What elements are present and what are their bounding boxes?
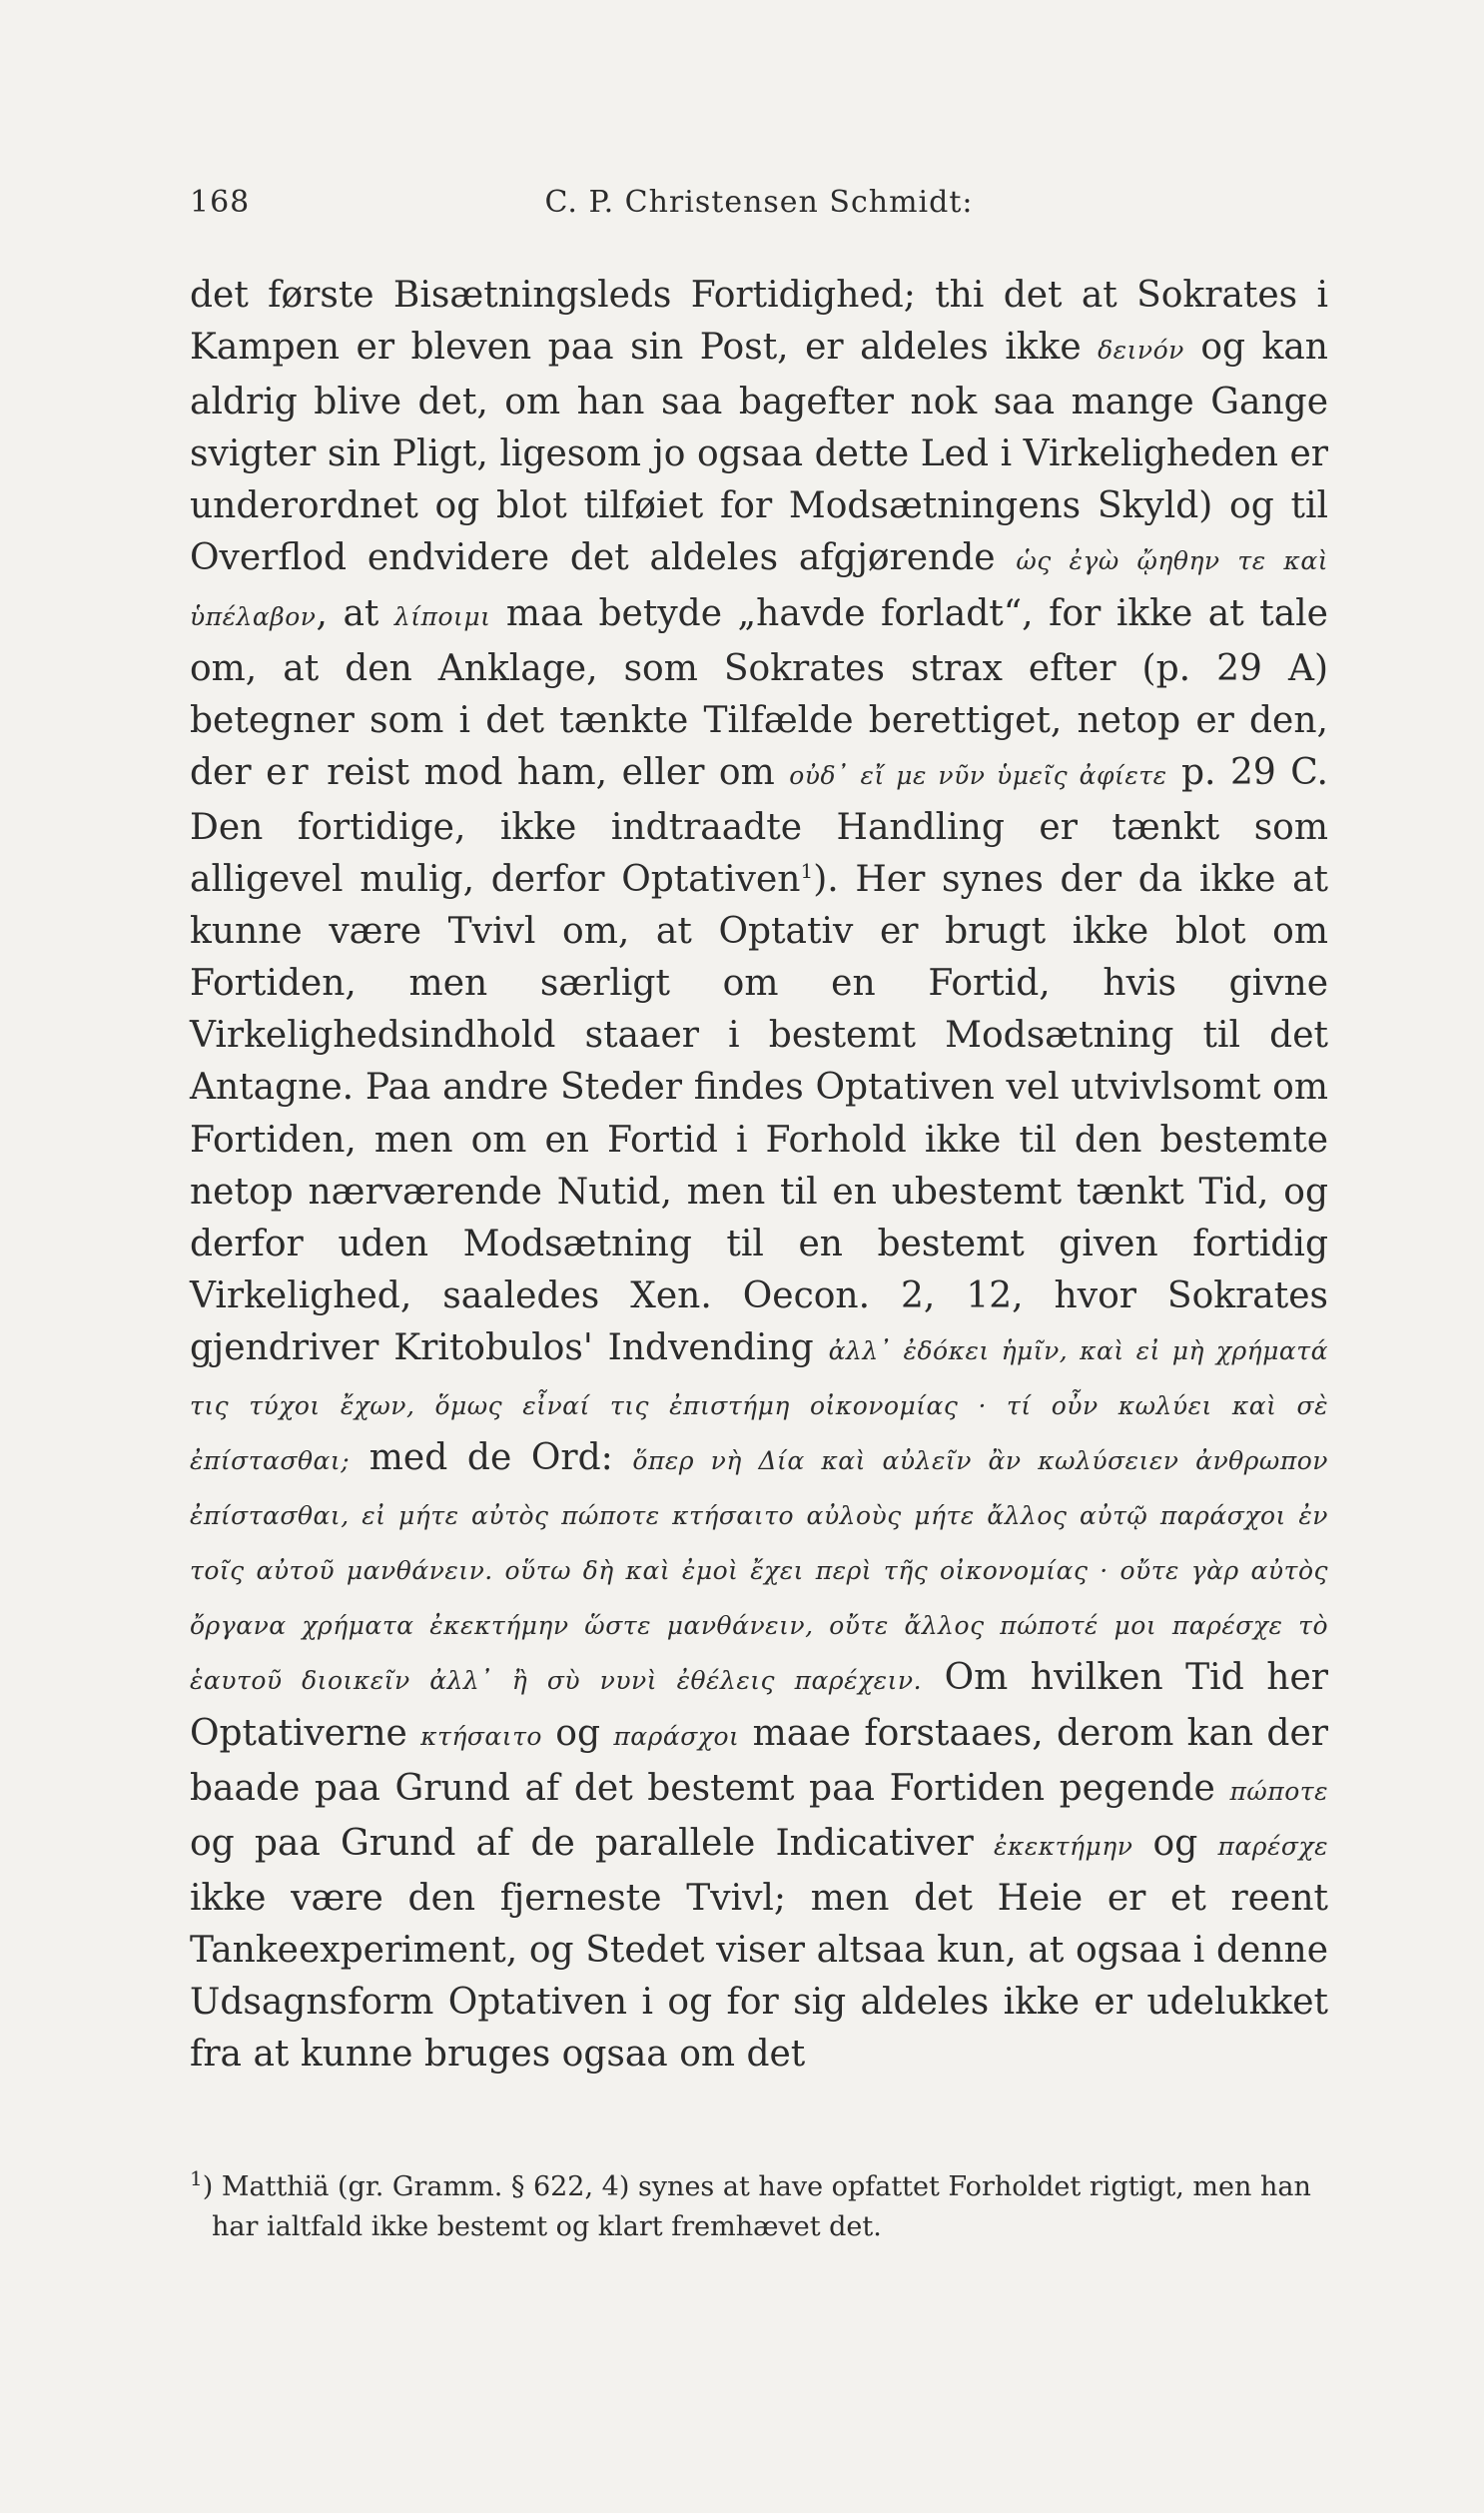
greek-quote: παρέσχε xyxy=(1217,1831,1328,1861)
main-text xyxy=(190,270,1328,2081)
footnote xyxy=(190,2167,1328,2247)
greek-quote: δεινόν xyxy=(1098,336,1184,366)
text-run: maa betyde „havde forladt“, for ikke at tale om, at den Anklage, som Sokrates strax efter (p. 29 A) betegner som i det tænkte Tilfælde berettiget, netop er den, der xyxy=(190,592,1328,793)
text-run: maae forstaaes, derom kan der baade paa Grund af det bestemt paa Fortiden pegende xyxy=(190,1712,1328,1809)
spaced-emphasis: er xyxy=(266,751,313,793)
page-number: 168 xyxy=(190,185,251,220)
greek-quote: ὅπερ νὴ Δία καὶ αὐλεῖν ἂν κωλύσειεν ἀνθρωπον ἐπίστασθαι, εἰ μήτε αὐτὸς πώποτε κτήσαιτο αὐλοὺς μήτε ἄλλος αὐτῷ παράσχοι ἐν τοῖς αὐτοῦ μανθάνειν. οὕτω δὴ καὶ ἐμοὶ ἔχει περὶ τῆς οἰκονομίας · οὔτε γὰρ αὐτὸς ὄργανα χρήματα ἐκεκτήμην ὥστε μανθάνειν, οὔτε ἄλλος πώποτέ μοι παρέσχε τὸ ἑαυτοῦ διοικεῖν ἀλλ᾽ ἢ σὺ νυνὶ ἐθέλεις παρέχειν. xyxy=(190,1446,1328,1696)
text-run: og xyxy=(541,1712,614,1754)
page-header xyxy=(190,185,1328,235)
body-paragraph xyxy=(190,270,1328,2081)
text-run: og paa Grund af de parallele Indicativer xyxy=(190,1822,995,1864)
greek-quote: κτήσαιτο xyxy=(420,1721,542,1751)
text-run: , at xyxy=(316,592,394,634)
text-run: med de Ord: xyxy=(350,1437,633,1479)
text-run: ikke være den fjerneste Tvivl; men det Heie er et reent Tankeexperiment, og Stedet viser altsaa kun, at ogsaa i denne Udsagnsform Optativen i og for sig aldeles ikke er udelukket fra at kunne bruges ogsaa om det xyxy=(190,1877,1328,2076)
text-run: det første Bisætningsleds Fortidighed; thi det at Sokrates i Kampen er bleven paa sin Post, er aldeles ikke xyxy=(190,275,1328,369)
greek-quote: ἐκεκτήμην xyxy=(994,1831,1133,1861)
text-run: p. 29 C. Den fortidige, ikke indtraadte Handling er tænkt som alligevel mulig, derfor Optativen xyxy=(190,751,1328,901)
text-run: og xyxy=(1132,1822,1218,1864)
footnote-reference[interactable]: 1 xyxy=(800,859,814,884)
greek-quote: πώποτε xyxy=(1229,1776,1328,1806)
text-run: reist mod ham, eller om xyxy=(312,751,790,793)
greek-quote: παράσχοι xyxy=(613,1721,740,1751)
text-run: og kan aldrig blive det, om han saa bagefter nok saa mange Gange svigter sin Pligt, ligesom jo ogsaa dette Led i Virkeligheden er underordnet og blot tilføiet for Modsætningens Skyld) og til Overflod endvidere det aldeles afgjørende xyxy=(190,327,1328,579)
greek-quote: οὐδ᾽ εἴ με νῦν ὑμεῖς ἀφίετε xyxy=(789,760,1167,790)
greek-quote: λίποιμι xyxy=(393,601,491,631)
greek-quote: ὡς ἐγὼ ᾤηθην τε καὶ ὑπέλαβον xyxy=(190,546,1328,631)
text-run: ). Her synes der da ikke at kunne være Tvivl om, at Optativ er brugt ikke blot om Fortiden, men særligt om en Fortid, hvis givne Virkelighedsindhold staaer i bestemt Modsætning til det Antagne. Paa andre Steder findes Optativen vel utvivlsomt om Fortiden, men om en Fortid i Forhold ikke til den bestemte netop nærværende Nutid, men til en ubestemt tænkt Tid, og derfor uden Modsætning til en bestemt given fortidig Virkelighed, saaledes Xen. Oecon. 2, 12, hvor Sokrates gjendriver Kritobulos' Indvending xyxy=(190,859,1329,1368)
footnote-text: ) Matthiä (gr. Gramm. § 622, 4) synes at have opfattet Forholdet rigtigt, men han har ialtfald ikke bestemt og klart fremhævet det. xyxy=(202,2171,1311,2242)
footnote-marker: 1 xyxy=(190,2166,203,2190)
greek-quote: ἀλλ᾽ ἐδόκει ἡμῖν, καὶ εἰ μὴ χρήματά τις τύχοι ἔχων, ὅμως εἶναί τις ἐπιστήμη οἰκονομίας · τί οὖν κωλύει καὶ σὲ ἐπίστασθαι; xyxy=(190,1335,1328,1476)
running-head: C. P. Christensen Schmidt: xyxy=(544,185,974,220)
text-run: Om hvilken Tid her Optativerne xyxy=(190,1657,1328,1754)
